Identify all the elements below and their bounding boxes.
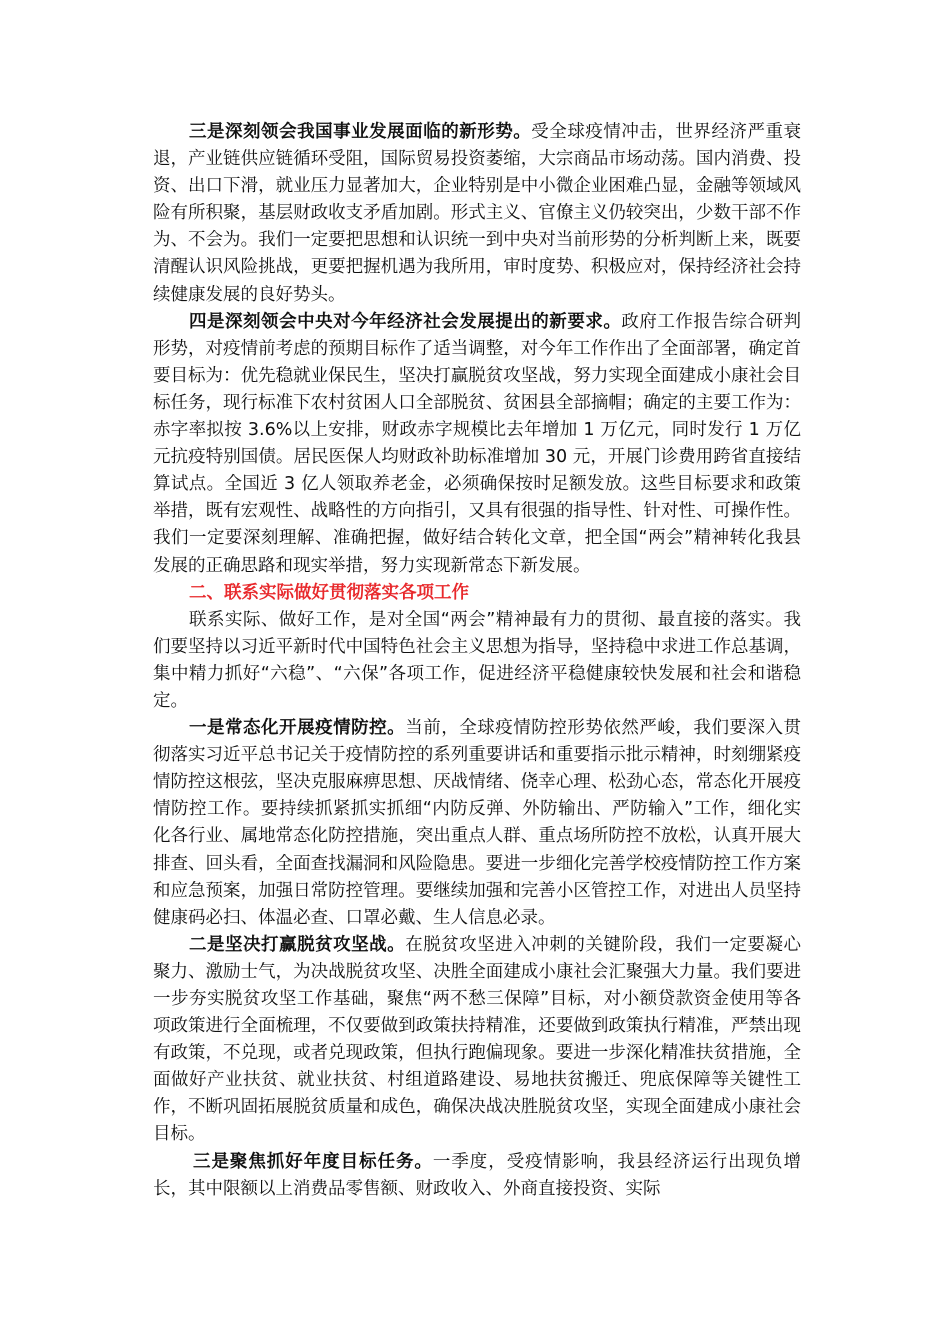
paragraph-new-situation [153, 119, 801, 309]
paragraph-lead: 四是深刻领会中央对今年经济社会发展提出的新要求。 [189, 311, 622, 332]
paragraph-body: 在脱贫攻坚进入冲刺的关键阶段，我们一定要凝心聚力、激励士气，为决战脱贫攻坚、决胜全面建成小康社会汇聚强大力量。我们要进一步夯实脱贫攻坚工作基础，聚焦“两不愁三保障”目标，对小额贷款资金使用等各项政策进行全面梳理，不仅要做到政策扶持精准，还要做到政策执行精准，严禁出现有政策，不兑现，或者兑现政策，但执行跑偏现象。要进一步深化精准扶贫措施，全面做好产业扶贫、就业扶贫、村组道路建设、易地扶贫搬迁、兜底保障等关键性工作，不断巩固拓展脱贫质量和成色，确保决战决胜脱贫攻坚，实现全面建成小康社会目标。 [153, 934, 802, 1145]
section-intro-paragraph: 联系实际、做好工作，是对全国“两会”精神最有力的贯彻、最直接的落实。我们要坚持以习近平新时代中国特色社会主义思想为指导，坚持稳中求进工作总基调，集中精力抓好“六稳”、“六保”各项工作，促进经济平稳健康较快发展和社会和谐稳定。 [153, 609, 801, 711]
paragraph-lead: 三是深刻领会我国事业发展面临的新形势。 [189, 122, 532, 142]
paragraph-body: 一季度，受疫情影响，我县经济运行出现负增长，其中限额以上消费品零售额、财政收入、外商直接投资、实际 [153, 1151, 801, 1199]
paragraph-poverty-alleviation [153, 932, 801, 1149]
paragraph-lead: 二是坚决打赢脱贫攻坚战。 [189, 934, 406, 955]
paragraph-body: 政府工作报告综合研判形势，对疫情前考虑的预期目标作了适当调整，对今年工作作出了全面部署，确定首要目标为：优先稳就业保民生，坚决打赢脱贫攻坚战，努力实现全面建成小康社会目标任务，现行标准下农村贫困人口全部脱贫、贫困县全部摘帽；确定的主要工作为：赤字率拟按 3.6%以上安排，财政赤字规模比去年增加 1 万亿元，同时发行 1 万亿元抗疫特别国债。居民医保人均财政补助标准增加 30 元，开展门诊费用跨省直接结算试点。全国近 3 亿人领取养老金，必须确保按时足额发放。这些目标要求和政策举措，既有宏观性、战略性的方向指引，又具有很强的指导性、针对性、可操作性。我们一定要深刻理解、准确把握，做好结合转化文章，把全国“两会”精神转化我县发展的正确思路和现实举措，努力实现新常态下新发展。 [153, 311, 802, 576]
paragraph-new-requirements [153, 309, 801, 580]
paragraph-body: 当前，全球疫情防控形势依然严峻，我们要深入贯彻落实习近平总书记关于疫情防控的系列重要讲话和重要指示批示精神，时刻绷紧疫情防控这根弦，坚决克服麻痹思想、厌战情绪、侥幸心理、松劲心态，常态化开展疫情防控工作。要持续抓紧抓实抓细“内防反弹、外防输出、严防输入”工作，细化实化各行业、属地常态化防控措施，突出重点人群、重点场所防控不放松，认真开展大排查、回头看，全面查找漏洞和风险隐患。要进一步细化完善学校疫情防控工作方案和应急预案，加强日常防控管理。要继续加强和完善小区管控工作，对进出人员坚持健康码必扫、体温必查、口罩必戴、生人信息必录。 [153, 718, 802, 928]
paragraph-epidemic-prevention [153, 715, 801, 932]
paragraph-lead: 三是聚焦抓好年度目标任务。 [193, 1151, 433, 1172]
paragraph-body: 受全球疫情冲击，世界经济严重衰退，产业链供应链循环受阻，国际贸易投资萎缩，大宗商品市场动荡。国内消费、投资、出口下滑，就业压力显著加大，企业特别是中小微企业困难凸显，金融等领域风险有所积聚，基层财政收支矛盾加剧。形式主义、官僚主义仍较突出，少数干部不作为、不会为。我们一定要把思想和认识统一到中央对当前形势的分析判断上来，既要清醒认识风险挑战，更要把握机遇为我所用，审时度势、积极应对，保持经济社会持续健康发展的良好势头。 [153, 122, 802, 305]
section-heading: 二、联系实际做好贯彻落实各项工作 [189, 582, 469, 603]
paragraph-annual-targets [153, 1149, 801, 1203]
document-page [153, 119, 801, 1203]
paragraph-lead: 一是常态化开展疫情防控。 [189, 718, 406, 739]
